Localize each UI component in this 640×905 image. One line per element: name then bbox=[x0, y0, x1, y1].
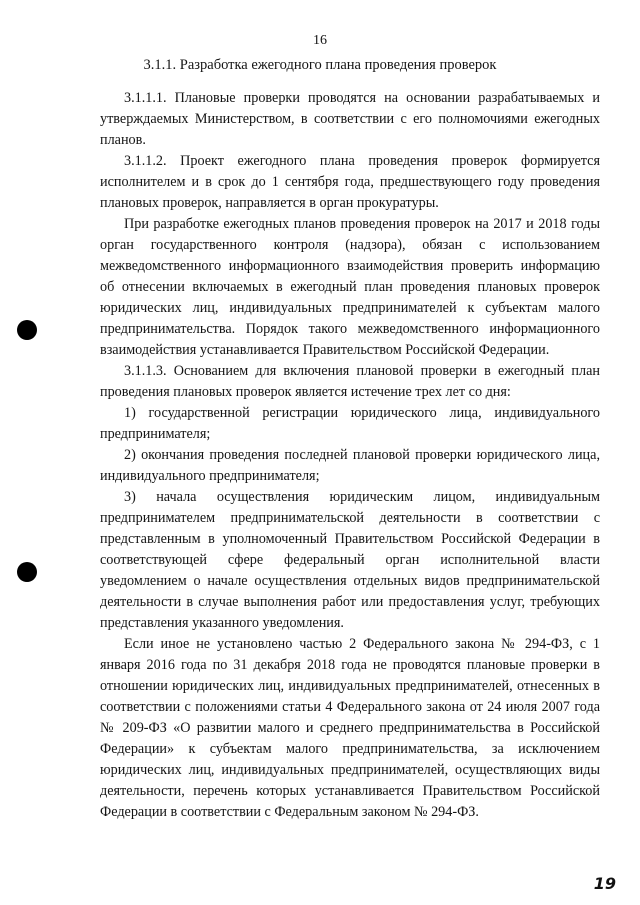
body-text bbox=[100, 88, 600, 823]
list-item-3: 3) начала осуществления юридическим лицом, индивидуальным предпринимателем предпринимательской деятельности в соответствии с представленным в уполномоченный Правительством Российской Федерации в соответствующей сфере федеральный орган исполнительной власти уведомлением о начале осуществления отдельных видов предпринимательской деятельности в случае выполнения работ или предоставления услуг, требующих представления указанного уведомления. bbox=[100, 489, 600, 631]
handwritten-page-mark: 19 bbox=[593, 874, 616, 893]
page-number: 16 bbox=[313, 33, 327, 48]
list-item-2: 2) окончания проведения последней плановой проверки юридического лица, индивидуального предпринимателя; bbox=[100, 447, 600, 484]
paragraph-exemption: Если иное не установлено частью 2 Федерального закона № 294-ФЗ, с 1 января 2016 года по 31 декабря 2018 года не проводятся плановые проверки в отношении юридических лиц, индивидуальных предпринимателей, отнесенных в соответствии с положениями статьи 4 Федерального закона от 24 июля 2007 года № 209-ФЗ «О развитии малого и среднего предпринимательства в Российской Федерации» к субъектам малого предпринимательства, за исключением юридических лиц, индивидуальных предпринимателей, осуществляющих виды деятельности, перечень которых устанавливается Правительством Российской Федерации в соответствии с Федеральным законом № 294-ФЗ. bbox=[100, 636, 600, 820]
paragraph-3-1-1-2: 3.1.1.2. Проект ежегодного плана проведения проверок формируется исполнителем и в срок до 1 сентября года, предшествующего году проведения плановых проверок, направляется в орган прокуратуры. bbox=[100, 153, 600, 211]
paragraph-3-1-1-1: 3.1.1.1. Плановые проверки проводятся на основании разрабатываемых и утверждаемых Министерством, в соответствии с его полномочиями ежегодных планов. bbox=[100, 90, 600, 148]
list-item-1: 1) государственной регистрации юридического лица, индивидуального предпринимателя; bbox=[100, 405, 600, 442]
punch-hole bbox=[17, 320, 37, 340]
punch-hole bbox=[17, 562, 37, 582]
paragraph-3-1-1-3: 3.1.1.3. Основанием для включения плановой проверки в ежегодный план проведения плановых проверок является истечение трех лет со дня: bbox=[100, 363, 600, 400]
paragraph-interagency-check: При разработке ежегодных планов проведения проверок на 2017 и 2018 годы орган государственного контроля (надзора), обязан с использованием межведомственного информационного взаимодействия проверить информацию об отнесении включаемых в ежегодный план проведения плановых проверок юридических лиц, индивидуальных предпринимателей к субъектам малого предпринимательства. Порядок такого межведомственного информационного взаимодействия устанавливается Правительством Российской Федерации. bbox=[100, 216, 600, 358]
section-heading: 3.1.1. Разработка ежегодного плана проведения проверок bbox=[143, 57, 497, 73]
